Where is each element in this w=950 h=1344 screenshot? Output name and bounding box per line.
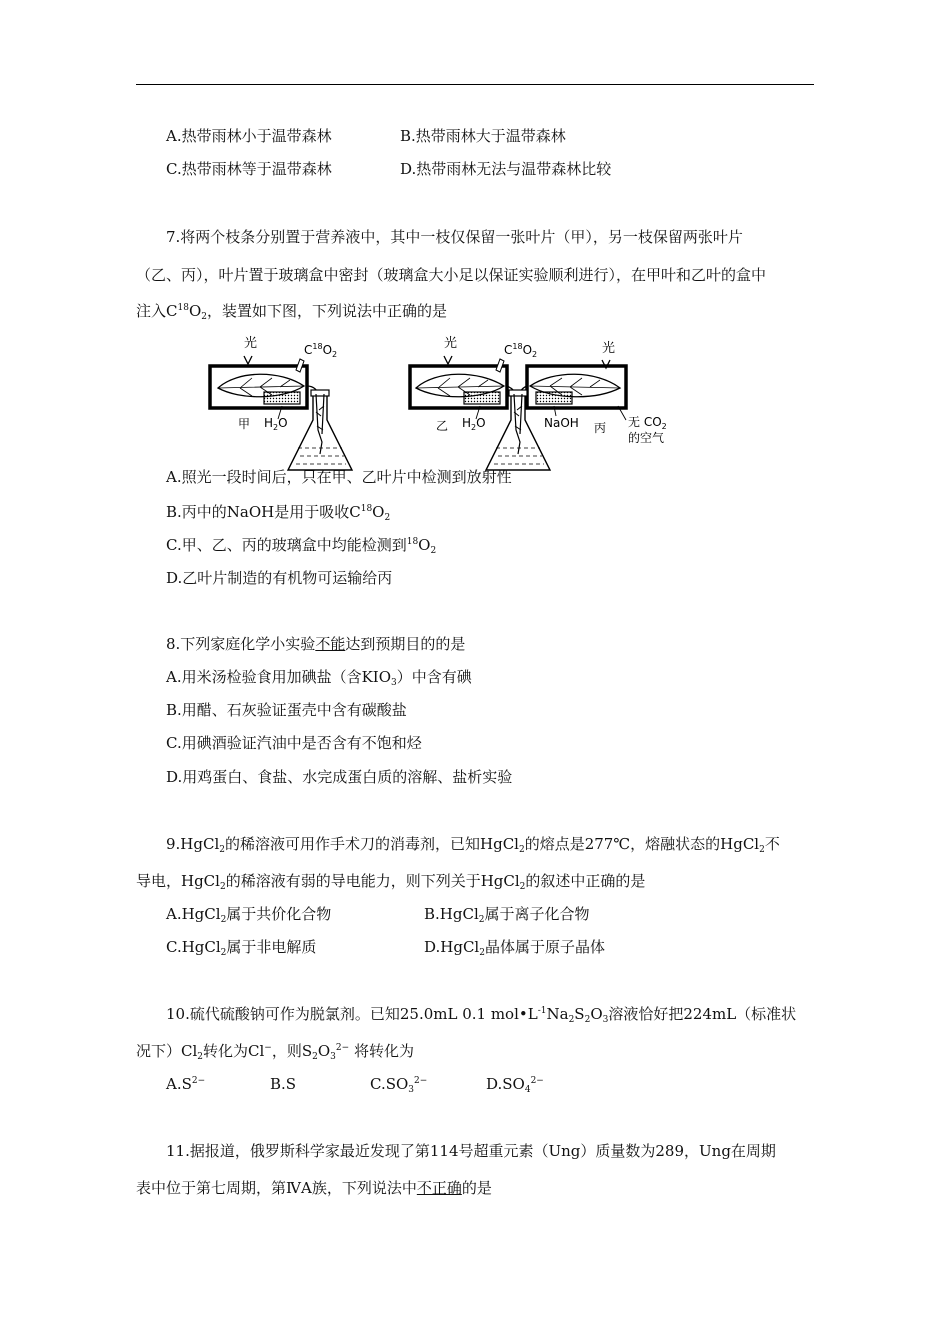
q9-option-a[interactable]: A.HgCl$_2$属于共价化合物	[166, 905, 332, 925]
q10-option-a[interactable]: $A.S^{2-}$	[166, 1075, 206, 1093]
injector-yi	[496, 359, 504, 372]
light-label-yi: 光	[444, 336, 458, 351]
q8-stem: 8.下列家庭化学小实验不能达到预期目的的是	[166, 635, 466, 653]
header-rule	[136, 84, 814, 85]
q8-option-a[interactable]: A.用米汤检验食用加碘盐（含$KIO_3$）中含有碘	[166, 668, 472, 688]
q9-option-c[interactable]: C.HgCl$_2$属于非电解质	[166, 938, 317, 958]
q8-option-d[interactable]: D.用鸡蛋白、食盐、水完成蛋白质的溶解、盐析实验	[166, 768, 513, 786]
water-dish-yi	[464, 392, 500, 404]
water-dish-jia	[264, 392, 300, 404]
q7-option-b[interactable]: B.丙中的NaOH是用于吸收$C^{18}O_2$	[166, 503, 391, 523]
bing-label: 丙	[594, 421, 607, 435]
q9-option-b[interactable]: B.HgCl$_2$属于离子化合物	[424, 905, 590, 925]
q6-option-a[interactable]: A.热带雨林小于温带森林	[166, 127, 332, 145]
q10-option-b[interactable]: B.S	[270, 1075, 297, 1093]
q8-option-b[interactable]: B.用醋、石灰验证蛋壳中含有碳酸盐	[166, 701, 407, 719]
q9-stem-line1: 9.HgCl$_2$的稀溶液可用作手术刀的消毒剂，已知HgCl$_2$的熔点是277℃，熔融状态的HgCl$_2$不	[166, 835, 780, 855]
h2o-label-yi: $H_2O$	[462, 416, 486, 432]
q10-option-c[interactable]: $C.SO_3^{2-}$	[370, 1075, 428, 1095]
q7-option-c[interactable]: C.甲、乙、丙的玻璃盒中均能检测到$^{18}O_2$	[166, 536, 437, 556]
q7-option-d[interactable]: D.乙叶片制造的有机物可运输给丙	[166, 569, 393, 587]
co2-label-jia: $C^{18}O_2$	[304, 342, 338, 359]
yi-label: 乙	[436, 419, 449, 433]
naoh-dish-bing	[536, 392, 572, 404]
injector-jia	[296, 359, 304, 372]
light-label: 光	[244, 336, 258, 351]
light-arrow-icon	[244, 356, 252, 364]
q9-option-d[interactable]: D.HgCl$_2$晶体属于原子晶体	[424, 938, 605, 958]
h2o-label-jia: $H_2O$	[264, 416, 288, 432]
flask-jia	[288, 394, 352, 470]
q6-option-b[interactable]: B.热带雨林大于温带森林	[400, 127, 566, 145]
q10-stem-line1: 10.硫代硫酸钠可作为脱氯剂。已知25.0mL 0.1 $mol•L^{-1}Na_2S_2O_3$溶液恰好把224mL（标准状	[166, 1005, 797, 1025]
q9-stem-line2: 导电，HgCl$_2$的稀溶液有弱的导电能力，则下列关于HgCl$_2$的叙述中正确的是	[136, 872, 646, 892]
q10-stem-line2: 况下）$Cl_2$转化为Cl−，则$S_2O_3^{2-}$ 将转化为	[136, 1042, 414, 1062]
no-co2-label: 无 $CO_2$	[628, 415, 667, 431]
q11-stem-line2: 表中位于第七周期，第ⅣA族，下列说法中不正确的是	[136, 1179, 492, 1197]
q8-option-c[interactable]: C.用碘酒验证汽油中是否含有不饱和烃	[166, 734, 422, 752]
q7-option-a[interactable]: A.照光一段时间后，只在甲、乙叶片中检测到放射性	[166, 468, 512, 486]
jia-label: 甲	[238, 417, 251, 431]
q7-stem-line1: 7.将两个枝条分别置于营养液中，其中一枝仅保留一张叶片（甲），另一枝保留两张叶片	[166, 228, 743, 246]
co2-label-yi: $C^{18}O_2$	[504, 342, 538, 359]
q6-option-c[interactable]: C.热带雨林等于温带森林	[166, 160, 332, 178]
q7-stem-line3: 注入$C^{18}O_2$，装置如下图，下列说法中正确的是	[136, 302, 447, 322]
light-label-bing: 光	[602, 341, 616, 356]
light-arrow-icon	[444, 356, 452, 364]
q6-option-d[interactable]: D.热带雨林无法与温带森林比较	[400, 160, 612, 178]
q10-option-d[interactable]: $D.SO_4^{2-}$	[486, 1075, 544, 1095]
flask-yi-bing	[486, 394, 550, 470]
q11-stem-line1: 11.据报道，俄罗斯科学家最近发现了第114号超重元素（Ung）质量数为289，Ung在周期	[166, 1142, 776, 1160]
experiment-diagram	[200, 334, 680, 476]
air-label: 的空气	[628, 431, 665, 445]
q7-stem-line2: （乙、丙），叶片置于玻璃盒中密封（玻璃盒大小足以保证实验顺利进行），在甲叶和乙叶的盒中	[136, 266, 767, 284]
naoh-label: NaOH	[544, 416, 579, 430]
